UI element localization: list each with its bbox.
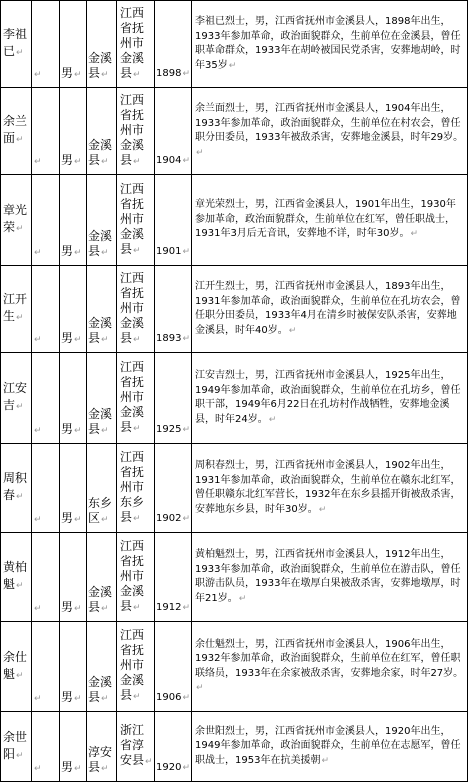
paragraph-mark-icon: ↵ — [182, 693, 190, 703]
name-cell-text: 李祖已 — [3, 27, 28, 58]
sex-cell — [60, 1, 87, 88]
paragraph-mark-icon: ↵ — [16, 402, 24, 412]
blank-cell — [32, 88, 60, 175]
paragraph-mark-icon: ↵ — [182, 425, 190, 435]
origin-cell — [117, 88, 155, 175]
year-cell-text: 1912 — [156, 602, 182, 613]
paragraph-mark-icon: ↵ — [74, 426, 82, 436]
origin-cell — [117, 175, 155, 266]
paragraph-mark-icon: ↵ — [101, 248, 109, 258]
name-cell — [1, 88, 32, 175]
county-cell-text: 金溪县 — [88, 675, 113, 704]
sex-cell-text: 男 — [61, 153, 74, 167]
name-cell-text: 余仕魁 — [3, 649, 28, 681]
bio-cell — [192, 88, 468, 175]
paragraph-mark-icon: ↵ — [182, 247, 190, 257]
blank-cell — [32, 266, 60, 353]
paragraph-mark-icon: ↵ — [16, 224, 24, 234]
year-cell-text: 1904 — [156, 155, 182, 166]
paragraph-mark-icon: ↵ — [410, 229, 419, 240]
origin-cell-text: 江西省抚州市金溪县 — [120, 181, 145, 256]
sex-cell — [60, 712, 87, 782]
name-cell — [1, 266, 32, 353]
bio-cell — [192, 622, 468, 712]
sex-cell — [60, 622, 87, 712]
paragraph-mark-icon: ↵ — [321, 755, 329, 766]
paragraph-mark-icon: ↵ — [133, 602, 141, 613]
year-cell-text: 1893 — [156, 333, 182, 344]
county-cell — [87, 622, 117, 712]
name-cell — [1, 353, 32, 444]
bio-cell — [192, 266, 468, 353]
county-cell — [87, 533, 117, 622]
paragraph-mark-icon: ↵ — [182, 156, 190, 166]
paragraph-mark-icon: ↵ — [133, 423, 141, 434]
paragraph-mark-icon: ↵ — [101, 70, 109, 80]
name-cell-text: 余世阳 — [3, 729, 28, 761]
table-row — [1, 1, 468, 88]
origin-cell — [117, 444, 155, 533]
sex-cell — [60, 444, 87, 533]
paragraph-mark-icon: ↵ — [101, 694, 109, 704]
origin-cell-text: 江西省抚州市金溪县 — [120, 5, 145, 80]
county-cell-text: 金溪县 — [88, 585, 113, 614]
paragraph-mark-icon: ↵ — [34, 694, 42, 704]
paragraph-mark-icon: ↵ — [34, 157, 42, 167]
sex-cell-text: 男 — [61, 600, 74, 614]
county-cell-text: 金溪县 — [88, 138, 113, 167]
name-cell-text: 江开生 — [3, 292, 28, 323]
origin-cell-text: 浙江省淳安县 — [120, 723, 145, 767]
blank-cell — [32, 444, 60, 533]
paragraph-mark-icon: ↵ — [133, 692, 141, 702]
paragraph-mark-icon: ↵ — [74, 335, 82, 345]
year-cell-text: 1925 — [156, 424, 182, 435]
origin-cell-text: 江西省抚州市金溪县 — [120, 538, 145, 613]
paragraph-mark-icon: ↵ — [74, 248, 82, 258]
paragraph-mark-icon: ↵ — [34, 248, 42, 258]
paragraph-mark-icon: ↵ — [16, 492, 24, 502]
paragraph-mark-icon: ↵ — [182, 603, 190, 613]
paragraph-mark-icon: ↵ — [16, 313, 24, 323]
county-cell — [87, 712, 117, 782]
paragraph-mark-icon: ↵ — [16, 670, 24, 681]
sex-cell — [60, 266, 87, 353]
bio-cell-text: 余仕魁烈士，男，江西省抚州市金溪县人，1906年出生，1932年参加革命，政治面貌群众，生前单位在红军，曾任职联络员，1933年在余家被敌杀害，安葬地余家，时年27岁。 — [195, 638, 464, 679]
paragraph-mark-icon: ↵ — [74, 604, 82, 614]
paragraph-mark-icon: ↵ — [74, 70, 82, 80]
paragraph-mark-icon: ↵ — [182, 69, 190, 79]
sex-cell-text: 男 — [61, 760, 74, 774]
table-row — [1, 88, 468, 175]
bio-cell-text: 江开生烈士，男，江西省抚州市金溪县人，1893年出生，1931年参加革命，政治面貌群众，生前单位在孔坊农会，曾任职分田委员，1933年4月在清乡时被保安队杀害，安葬地金溪县，时年40岁。 — [195, 281, 461, 336]
name-cell — [1, 444, 32, 533]
origin-cell — [117, 622, 155, 712]
paragraph-mark-icon: ↵ — [182, 334, 190, 344]
paragraph-mark-icon: ↵ — [238, 593, 247, 604]
year-cell — [155, 266, 192, 353]
paragraph-mark-icon: ↵ — [74, 157, 82, 167]
sex-cell — [60, 353, 87, 444]
sex-cell-text: 男 — [61, 244, 74, 258]
sex-cell-text: 男 — [61, 511, 74, 525]
year-cell — [155, 353, 192, 444]
table-row — [1, 444, 468, 533]
county-cell-text: 金溪县 — [88, 229, 113, 258]
blank-cell — [32, 533, 60, 622]
county-cell-text: 金溪县 — [88, 316, 113, 345]
year-cell-text: 1920 — [156, 762, 182, 773]
name-cell-text: 黄柏魁 — [3, 560, 28, 591]
paragraph-mark-icon: ↵ — [182, 514, 190, 524]
name-cell — [1, 175, 32, 266]
table-row — [1, 622, 468, 712]
bio-cell — [192, 353, 468, 444]
year-cell — [155, 444, 192, 533]
table-row — [1, 266, 468, 353]
sex-cell-text: 男 — [61, 690, 74, 704]
name-cell-text: 余兰面 — [3, 114, 28, 145]
paragraph-mark-icon: ↵ — [16, 48, 24, 58]
name-cell — [1, 1, 32, 88]
paragraph-mark-icon: ↵ — [133, 245, 141, 256]
origin-cell — [117, 533, 155, 622]
county-cell — [87, 266, 117, 353]
name-cell-text: 章光荣 — [3, 203, 28, 234]
paragraph-mark-icon: ↵ — [34, 515, 42, 525]
sex-cell — [60, 533, 87, 622]
paragraph-mark-icon: ↵ — [182, 763, 190, 773]
bio-cell — [192, 175, 468, 266]
year-cell — [155, 712, 192, 782]
bio-cell-text: 周积春烈士，男，江西省抚州市金溪县人，1902年出生，1931年参加革命，政治面貌群众，生前单位在赣东北红军，曾任职赣东北红军营长，1932年在东乡县摇开街被敌杀害，安葬地东乡县，时年30岁。 — [195, 460, 461, 515]
paragraph-mark-icon: ↵ — [133, 156, 141, 167]
origin-cell-text: 江西省抚州市金溪县 — [120, 628, 145, 702]
bio-cell — [192, 712, 468, 782]
name-cell — [1, 622, 32, 712]
county-cell-text: 金溪县 — [88, 51, 113, 80]
origin-cell-text: 江西省抚州市金溪县 — [120, 359, 145, 434]
sex-cell-text: 男 — [61, 331, 74, 345]
sex-cell-text: 男 — [61, 66, 74, 80]
name-cell — [1, 712, 32, 782]
paragraph-mark-icon: ↵ — [101, 764, 109, 774]
bio-cell — [192, 533, 468, 622]
county-cell-text: 东乡区 — [88, 496, 113, 525]
paragraph-mark-icon: ↵ — [101, 335, 109, 345]
blank-cell — [32, 1, 60, 88]
paragraph-mark-icon: ↵ — [101, 426, 109, 436]
year-cell — [155, 622, 192, 712]
paragraph-mark-icon: ↵ — [101, 604, 109, 614]
origin-cell — [117, 353, 155, 444]
year-cell — [155, 175, 192, 266]
paragraph-mark-icon: ↵ — [34, 70, 42, 80]
paragraph-mark-icon: ↵ — [74, 515, 82, 525]
name-cell — [1, 533, 32, 622]
table-row — [1, 175, 468, 266]
paragraph-mark-icon: ↵ — [133, 513, 141, 524]
name-cell-text: 周积春 — [3, 471, 28, 502]
county-cell — [87, 353, 117, 444]
origin-cell-text: 江西省抚州市金溪县 — [120, 270, 145, 345]
paragraph-mark-icon: ↵ — [16, 581, 24, 591]
bio-cell — [192, 444, 468, 533]
blank-cell — [32, 175, 60, 266]
bio-cell-text: 余兰面烈士，男，江西省抚州市金溪县人，1904年出生，1933年参加革命，政治面貌群众，生前单位在村农会，曾任职分田委员，1933年被敌杀害，安葬地金溪县，时年29岁。 — [195, 103, 464, 143]
origin-cell — [117, 266, 155, 353]
year-cell — [155, 1, 192, 88]
year-cell-text: 1901 — [156, 246, 182, 257]
bio-cell — [192, 1, 468, 88]
paragraph-mark-icon: ↵ — [34, 604, 42, 614]
table-row — [1, 712, 468, 782]
paragraph-mark-icon: ↵ — [16, 750, 24, 761]
paragraph-mark-icon: ↵ — [34, 426, 42, 436]
paragraph-mark-icon: ↵ — [196, 683, 204, 693]
paragraph-mark-icon: ↵ — [318, 504, 327, 515]
bio-cell-text: 黄柏魁烈士，男，江西省抚州市金溪县人，1912年出生，1933年参加革命，政治面貌群众，生前单位在游击队，曾任职游击队员，1933年在墩厚白果被敌杀害，安葬地墩厚，时年21岁。 — [195, 549, 461, 604]
year-cell — [155, 88, 192, 175]
year-cell-text: 1898 — [156, 68, 182, 79]
name-cell-text: 江安吉 — [3, 381, 28, 412]
county-cell — [87, 88, 117, 175]
paragraph-mark-icon: ↵ — [288, 325, 297, 336]
paragraph-mark-icon: ↵ — [74, 694, 82, 704]
paragraph-mark-icon: ↵ — [74, 764, 82, 774]
year-cell — [155, 533, 192, 622]
year-cell-text: 1906 — [156, 692, 182, 703]
paragraph-mark-icon: ↵ — [268, 414, 277, 425]
county-cell — [87, 1, 117, 88]
table-row — [1, 353, 468, 444]
paragraph-mark-icon: ↵ — [228, 60, 237, 71]
paragraph-mark-icon: ↵ — [133, 334, 141, 345]
sex-cell-text: 男 — [61, 422, 74, 436]
bio-cell-text: 李祖已烈士，男，江西省抚州市金溪县人，1898年出生，1933年参加革命，政治面貌群众，生前单位在金溪县，曾任职革命群众，1933年在胡岭被国民党杀害，安葬地胡岭，时年35岁 — [195, 16, 461, 71]
blank-cell — [32, 353, 60, 444]
sex-cell — [60, 175, 87, 266]
paragraph-mark-icon: ↵ — [101, 157, 109, 167]
year-cell-text: 1902 — [156, 513, 182, 524]
origin-cell-text: 江西省抚州市东乡县 — [120, 449, 145, 524]
sex-cell — [60, 88, 87, 175]
county-cell-text: 金溪县 — [88, 407, 113, 436]
origin-cell-text: 江西省抚州市金溪县 — [120, 92, 145, 167]
paragraph-mark-icon: ↵ — [101, 515, 109, 525]
blank-cell — [32, 712, 60, 782]
county-cell — [87, 444, 117, 533]
bio-cell-text: 余世阳烈士，男，江西省抚州市金溪县人，1920年出生，1949年参加革命，政治面貌群众，生前单位在志愿军，曾任职战士，1953年在抗美援朝 — [195, 725, 461, 766]
paragraph-mark-icon: ↵ — [133, 69, 141, 80]
bio-cell-text: 章光荣烈士，男，江西省金溪县人，1901年出生，1930年参加革命，政治面貌群众，生前单位在红军，曾任职战士，1931年3月后无音讯，安葬地不详，时年30岁。 — [195, 199, 456, 240]
origin-cell — [117, 712, 155, 782]
origin-cell — [117, 1, 155, 88]
paragraph-mark-icon: ↵ — [34, 335, 42, 345]
bio-cell-text: 江安吉烈士，男，江西省抚州市金溪县人，1925年出生，1949年参加革命，政治面貌群众，生前单位在孔坊乡，曾任职干部，1949年6月22日在孔坊村作战牺牲，安葬地金溪县，时年24岁。 — [195, 370, 461, 425]
county-cell — [87, 175, 117, 266]
blank-cell — [32, 622, 60, 712]
paragraph-mark-icon: ↵ — [196, 147, 204, 158]
paragraph-mark-icon: ↵ — [145, 757, 153, 767]
county-cell-text: 淳安县 — [88, 745, 113, 774]
paragraph-mark-icon: ↵ — [34, 764, 42, 774]
table-row — [1, 533, 468, 622]
paragraph-mark-icon: ↵ — [16, 135, 24, 145]
